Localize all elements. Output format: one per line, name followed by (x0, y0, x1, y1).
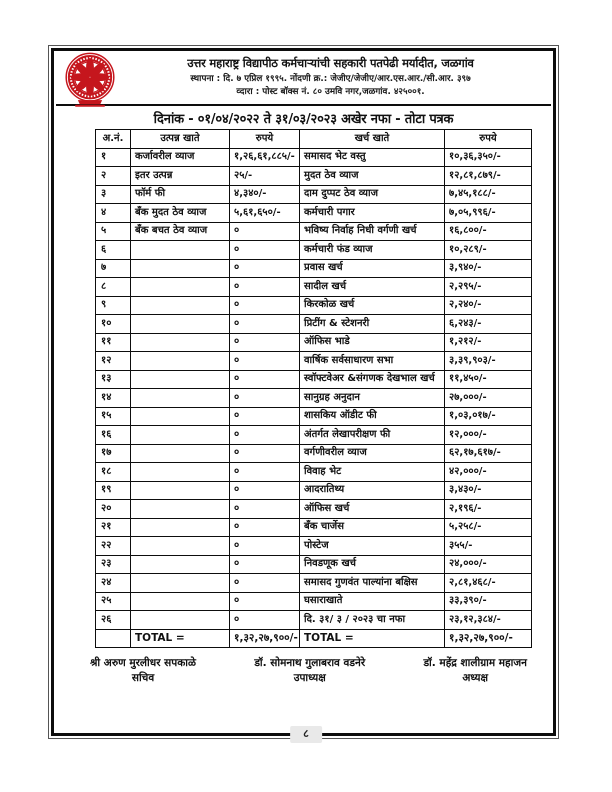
page-number-badge: ८ (290, 726, 322, 743)
table-cell: ६ (96, 241, 131, 260)
table-cell: शासकिय ऑडीट फी (300, 407, 445, 426)
table-row (96, 463, 532, 482)
table-cell: ३,३९,९०३/- (445, 352, 532, 371)
table-cell (131, 333, 230, 352)
table-cell (131, 296, 230, 315)
table-row (96, 352, 532, 371)
table-row (96, 222, 532, 241)
table-cell: १६,८००/- (445, 222, 532, 241)
table-row (96, 574, 532, 593)
table-cell: फॉर्म फी (131, 185, 230, 204)
table-cell: ० (230, 241, 300, 260)
table-cell: २२ (96, 537, 131, 556)
table-cell (131, 426, 230, 445)
table-cell: २१ (96, 518, 131, 537)
table-body (96, 148, 532, 629)
table-cell: दि. ३१/ ३ / २०२३ चा नफा (300, 611, 445, 630)
table-cell: ११ (96, 333, 131, 352)
table-row (96, 389, 532, 408)
table-cell: १२ (96, 352, 131, 371)
signature-vice-president (254, 656, 365, 686)
table-row (96, 426, 532, 445)
table-cell: बँक मुदत ठेव व्याज (131, 204, 230, 223)
table-row (96, 296, 532, 315)
table-cell (131, 463, 230, 482)
table-cell: निवडणूक खर्च (300, 555, 445, 574)
table-cell: ० (230, 222, 300, 241)
profit-loss-table (95, 129, 532, 648)
table-cell: कर्मचारी पगार (300, 204, 445, 223)
table-cell: ४२,०००/- (445, 463, 532, 482)
table-cell: समासद गुणवंत पाल्यांना बक्षिस (300, 574, 445, 593)
table-cell: ३ (96, 185, 131, 204)
table-cell: १,२१२/- (445, 333, 532, 352)
table-cell: मुदत ठेव व्याज (300, 167, 445, 186)
table-cell (131, 611, 230, 630)
table-cell: ४ (96, 204, 131, 223)
signatory-name: श्री अरुण मुरलीधर सपकाळे (90, 657, 197, 669)
table-cell: ऑफिस भाडे (300, 333, 445, 352)
table-cell: १८ (96, 463, 131, 482)
table-row (96, 278, 532, 297)
table-cell: २,२४०/- (445, 296, 532, 315)
table-cell: ० (230, 296, 300, 315)
table-cell (131, 241, 230, 260)
table-cell: २६ (96, 611, 131, 630)
table-cell: इतर उत्पन्न (131, 167, 230, 186)
table-cell (131, 407, 230, 426)
statement-title: दिनांक - ०१/०४/२०२२ ते ३१/०३/२०२३ अखेर नफा - तोटा पत्रक (153, 112, 454, 127)
income-total-value: १,३२,२७,९००/- (230, 629, 300, 648)
table-cell: ३३,३९०/- (445, 592, 532, 611)
signature-secretary (90, 656, 196, 686)
table-cell: ० (230, 592, 300, 611)
col-header-expense-account: खर्च खाते (300, 130, 445, 149)
signatory-title: उपाध्यक्ष (293, 672, 326, 684)
table-cell: वार्षिक सर्वसाधारण सभा (300, 352, 445, 371)
org-registration-line: स्थापना : दि. ७ एप्रिल १९९५. नोंदणी क्र.: जेजीए/जेजीए/आर.एस.आर./सी.आर. ३९७ (190, 74, 471, 84)
table-cell: ० (230, 370, 300, 389)
table-cell: २५/- (230, 167, 300, 186)
table-cell: ५ (96, 222, 131, 241)
col-header-serial: अ.नं. (96, 130, 131, 149)
table-cell: ० (230, 407, 300, 426)
table-cell: सानुग्रह अनुदान (300, 389, 445, 408)
signatory-title: अध्यक्ष (462, 672, 488, 684)
table-cell: पोस्टेज (300, 537, 445, 556)
table-cell: ५,६१,६५०/- (230, 204, 300, 223)
table-cell: ० (230, 463, 300, 482)
col-header-income-rupees: रुपये (230, 130, 300, 149)
table-cell (131, 444, 230, 463)
table-cell (131, 259, 230, 278)
table-cell (131, 592, 230, 611)
org-name: उत्तर महाराष्ट्र विद्यापीठ कर्मचाऱ्यांची सहकारी पतपेढी मर्यादीत, जळगांव (187, 56, 474, 70)
table-cell: सादील खर्च (300, 278, 445, 297)
table-cell: ० (230, 259, 300, 278)
table-cell (131, 481, 230, 500)
table-cell: किरकोळ खर्च (300, 296, 445, 315)
table-cell (131, 500, 230, 519)
org-address-line: व्दारा : पोस्ट बॉक्स नं. ८० उमवि नगर,जळगांव. ४२५००१. (236, 86, 425, 97)
col-header-income-account: उत्पन्न खाते (131, 130, 230, 149)
table-cell (131, 574, 230, 593)
table-cell: ९ (96, 296, 131, 315)
table-cell: २,८१,४६८/- (445, 574, 532, 593)
table-cell: प्रवास खर्च (300, 259, 445, 278)
table-cell: आदरातिथ्य (300, 481, 445, 500)
signatory-title: सचिव (131, 672, 155, 684)
table-cell: १०,२८९/- (445, 241, 532, 260)
table-cell: प्रिटींग & स्टेशनरी (300, 315, 445, 334)
table-cell: २,२९५/- (445, 278, 532, 297)
table-cell (131, 518, 230, 537)
table-cell: भविष्य निर्वाह निधी वर्गणी खर्च (300, 222, 445, 241)
table-cell: २४,०००/- (445, 555, 532, 574)
table-cell: १९ (96, 481, 131, 500)
table-cell: ० (230, 611, 300, 630)
income-total-label: TOTAL = (131, 629, 230, 648)
table-row (96, 500, 532, 519)
table-cell: ५,२५८/- (445, 518, 532, 537)
table-row (96, 407, 532, 426)
col-header-expense-rupees: रुपये (445, 130, 532, 149)
table-cell: ० (230, 537, 300, 556)
table-cell (131, 537, 230, 556)
table-cell: ० (230, 555, 300, 574)
table-cell: विवाह भेट (300, 463, 445, 482)
table-row (96, 370, 532, 389)
table-cell: १,२६,६१,८८५/- (230, 148, 300, 167)
table-row (96, 592, 532, 611)
table-cell: ६,२४३/- (445, 315, 532, 334)
table-cell: ० (230, 481, 300, 500)
table-row (96, 555, 532, 574)
table-cell: ० (230, 352, 300, 371)
table-row (96, 167, 532, 186)
table-cell: ४,३४०/- (230, 185, 300, 204)
table-cell: ० (230, 518, 300, 537)
table-cell: ० (230, 389, 300, 408)
table-cell: ६२,१७,६१७/- (445, 444, 532, 463)
table-cell: अंतर्गत लेखापरीक्षण फी (300, 426, 445, 445)
signature-block (54, 651, 553, 686)
total-serial-cell (96, 629, 131, 648)
table-cell: ३,४३०/- (445, 481, 532, 500)
table-row (96, 481, 532, 500)
table-cell: १२,८१,८७९/- (445, 167, 532, 186)
table-cell: ० (230, 278, 300, 297)
table-cell (131, 370, 230, 389)
signatory-name: डॉ. सोमनाथ गुलाबराव वडनेरे (254, 657, 366, 669)
table-row (96, 204, 532, 223)
table-cell: घसाराखाते (300, 592, 445, 611)
table-row (96, 185, 532, 204)
table-cell: ७,४५,१८८/- (445, 185, 532, 204)
table-cell (131, 352, 230, 371)
table-cell: १,०३,०१७/- (445, 407, 532, 426)
table-cell: २,१९६/- (445, 500, 532, 519)
table-cell: ० (230, 426, 300, 445)
table-cell: १० (96, 315, 131, 334)
signature-president (423, 656, 527, 686)
table-cell (131, 315, 230, 334)
table-row (96, 259, 532, 278)
table-cell: २७,०००/- (445, 389, 532, 408)
table-cell: बँक चार्जेस (300, 518, 445, 537)
table-cell: ऑफिस खर्च (300, 500, 445, 519)
table-cell: स्वॉफ्टवेअर &संगणक देखभाल खर्च (300, 370, 445, 389)
table-cell: वर्गणीवरील व्याज (300, 444, 445, 463)
org-seal-icon (62, 52, 118, 108)
table-row (96, 537, 532, 556)
table-cell: १०,३६,३५०/- (445, 148, 532, 167)
table-cell: ० (230, 444, 300, 463)
expense-total-label: TOTAL = (300, 629, 445, 648)
table-cell: २३ (96, 555, 131, 574)
table-cell (131, 278, 230, 297)
table-cell: १५ (96, 407, 131, 426)
page-frame (51, 48, 556, 736)
table-cell: ८ (96, 278, 131, 297)
table-cell: कर्जावरील व्याज (131, 148, 230, 167)
table-cell: दाम दुप्पट ठेव व्याज (300, 185, 445, 204)
table-cell: २५ (96, 592, 131, 611)
table-cell: ११,४५०/- (445, 370, 532, 389)
table-cell: ० (230, 333, 300, 352)
table-cell: ३,९४०/- (445, 259, 532, 278)
table-cell (131, 389, 230, 408)
org-header-text (112, 53, 549, 98)
table-cell: २ (96, 167, 131, 186)
table-cell: १२,०००/- (445, 426, 532, 445)
table-cell: १३ (96, 370, 131, 389)
table-row (96, 315, 532, 334)
table-cell: कर्मचारी फंड व्याज (300, 241, 445, 260)
table-row (96, 148, 532, 167)
table-cell: १ (96, 148, 131, 167)
table-row (96, 611, 532, 630)
table-cell: ७,०५,९९६/- (445, 204, 532, 223)
table-header-row (96, 130, 532, 149)
signatory-name: डॉ. महेंद्र शालीग्राम महाजन (423, 657, 527, 669)
expense-total-value: १,३२,२७,९००/- (445, 629, 532, 648)
table-cell: २० (96, 500, 131, 519)
letterhead (54, 51, 553, 104)
table-cell: ७ (96, 259, 131, 278)
table-row (96, 444, 532, 463)
table-cell: समासद भेट वस्तु (300, 148, 445, 167)
table-cell: ३५५/- (445, 537, 532, 556)
table-cell: १७ (96, 444, 131, 463)
table-cell: ० (230, 315, 300, 334)
table-cell: २४ (96, 574, 131, 593)
table-cell: १६ (96, 426, 131, 445)
table-cell: १४ (96, 389, 131, 408)
table-cell (131, 555, 230, 574)
table-row (96, 518, 532, 537)
table-cell: ० (230, 574, 300, 593)
table-cell: ० (230, 500, 300, 519)
table-cell: बँक बचत ठेव व्याज (131, 222, 230, 241)
table-cell: २३,१२,३८४/- (445, 611, 532, 630)
table-row (96, 241, 532, 260)
table-total-row (96, 629, 532, 648)
table-row (96, 333, 532, 352)
